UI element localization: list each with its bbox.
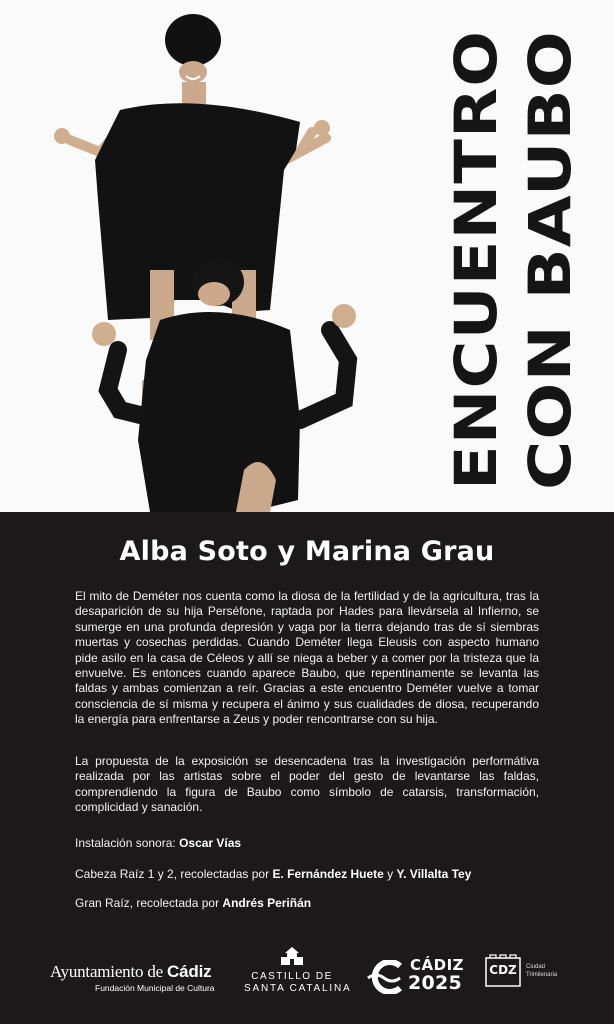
castle-tower-icon [279,946,305,966]
credit-heads-name-2: Y. Villalta Tey [396,867,472,881]
credit-heads-join: y [383,867,397,881]
castillo-line-2: SANTA CATALINA [244,983,352,994]
ayuntamiento-name [50,962,210,982]
title-line-2: CON BAUBO [516,92,584,490]
credit-sound [75,836,575,850]
ayuntamiento-logo [50,962,215,993]
credit-heads [75,867,575,881]
castillo-logo [244,946,352,994]
credit-root-label: Gran Raíz, recolectada por [75,896,223,910]
cadiz-word: CÁDIZ [410,956,465,974]
vertical-title [418,16,608,496]
ayuntamiento-text: Ayuntamiento de [50,962,168,981]
cadiz-2025-c-icon [366,960,406,994]
sponsor-logos [0,944,614,1016]
text-section [0,512,614,1024]
cdz-caption-2: Trimilenaria [526,971,558,978]
cdz-mark: CDZ [489,963,517,977]
cadiz-year: 2025 [408,972,463,994]
title-line-1: ENCUENTRO [442,81,510,490]
dancers-image [0,0,420,512]
credit-sound-name: Oscar Vías [179,836,242,850]
credit-heads-name-1: E. Fernández Huete [272,867,384,881]
cdz-caption [526,964,557,979]
cadiz-2025-logo [366,956,465,1004]
ayuntamiento-bold: Cádiz [167,962,212,981]
ayuntamiento-subtitle: Fundación Municipal de Cultura [95,983,215,993]
cdz-caption-1: Ciudad [526,964,546,970]
credit-sound-label: Instalación sonora: [75,836,180,850]
description-paragraph-2: La propuesta de la exposición se desencadena tras la investigación performátiva realizada por las artistas sobre el poder del gesto de levantarse las faldas, comprendiendo la figura de Baubo como símbolo de catarsis, transformación, complicidad y sanación. [75,754,539,815]
credit-root-name: Andrés Periñán [222,896,312,910]
credit-heads-label: Cabeza Raíz 1 y 2, recolectadas por [75,867,273,881]
cdz-logo [484,954,574,994]
castillo-line-1: CASTILLO DE [251,971,333,982]
credit-root [75,896,575,910]
artists-heading: Alba Soto y Marina Grau [119,536,495,567]
description-paragraph-1: El mito de Deméter nos cuenta como la diosa de la fertilidad y de la agricultura, tras la desaparición de su hija Perséfone, raptada por Hades para llevársela al Infierno, se sumerge en una profunda depresión y vaga por la tierra dejando tras de sí siembras muertas y cosechas perdidas. Cuando Deméter llega Eleusis con aspecto humano pide asilo en la casa de Céleos y allí se niega a beber y a comer por la tristeza que la envuelve. Es entonces cuando aparece Baubo, que repentinamente se levanta las faldas y ambas comienzan a reír. Gracias a este encuentro Deméter vuelve a tomar consciencia de sí misma y recupera el ánimo y sus cualidades de diosa, recuperando la energía para enfrentarse a Zeus y poder rencontrarse con su hija. [75,589,539,727]
